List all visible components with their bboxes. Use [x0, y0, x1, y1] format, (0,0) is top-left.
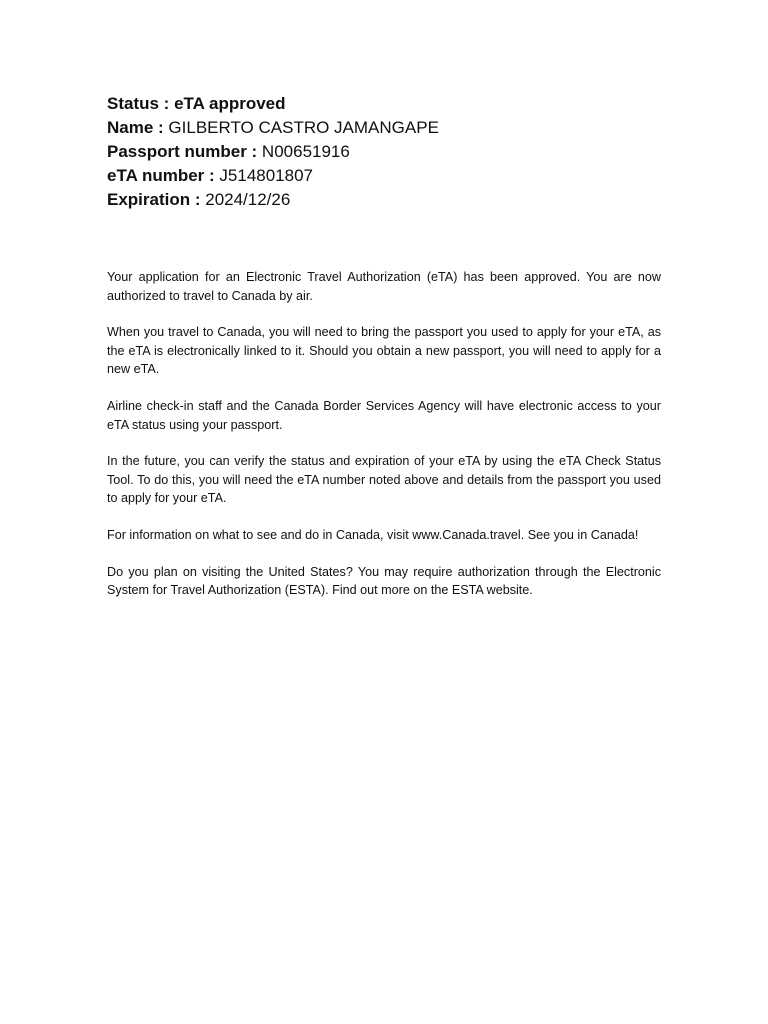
expiration-row	[107, 188, 661, 212]
name-row	[107, 116, 661, 140]
name-label: Name :	[107, 118, 169, 137]
paragraph-electronic-access: Airline check-in staff and the Canada Border Services Agency will have electronic access to your eTA status using your passport.	[107, 398, 661, 432]
document-page	[107, 92, 661, 598]
eta-summary	[107, 92, 661, 212]
expiration-label: Expiration :	[107, 190, 206, 209]
eta-number-row	[107, 164, 661, 188]
status-value: eTA approved	[174, 94, 286, 113]
paragraph-passport-link: When you travel to Canada, you will need to bring the passport you used to apply for your eTA, as the eTA is electronically linked to it. Should you obtain a new passport, you will need to apply for a new eTA.	[107, 325, 661, 377]
expiration-value: 2024/12/26	[205, 190, 291, 209]
eta-number-value: J514801807	[219, 166, 313, 185]
approval-letter-body	[107, 268, 661, 618]
passport-row	[107, 140, 661, 164]
passport-value: N00651916	[261, 142, 350, 161]
paragraph-check-status: In the future, you can verify the status and expiration of your eTA by using the eTA Check Status Tool. To do this, you will need the eTA number noted above and details from the passport you used to apply for your eTA.	[107, 454, 661, 506]
paragraph-canada-travel: For information on what to see and do in Canada, visit www.Canada.travel. See you in Canada!	[107, 527, 639, 542]
passport-label: Passport number :	[107, 142, 262, 161]
status-row	[107, 92, 661, 116]
eta-number-label: eTA number :	[107, 166, 220, 185]
paragraph-approval: Your application for an Electronic Travel Authorization (eTA) has been approved. You are now authorized to travel to Canada by air.	[107, 270, 661, 303]
name-value: GILBERTO CASTRO JAMANGAPE	[168, 118, 439, 137]
status-label: Status :	[107, 94, 175, 113]
paragraph-esta: Do you plan on visiting the United States? You may require authorization through the Electronic System for Travel Authorization (ESTA). Find out more on the ESTA website.	[107, 564, 661, 598]
